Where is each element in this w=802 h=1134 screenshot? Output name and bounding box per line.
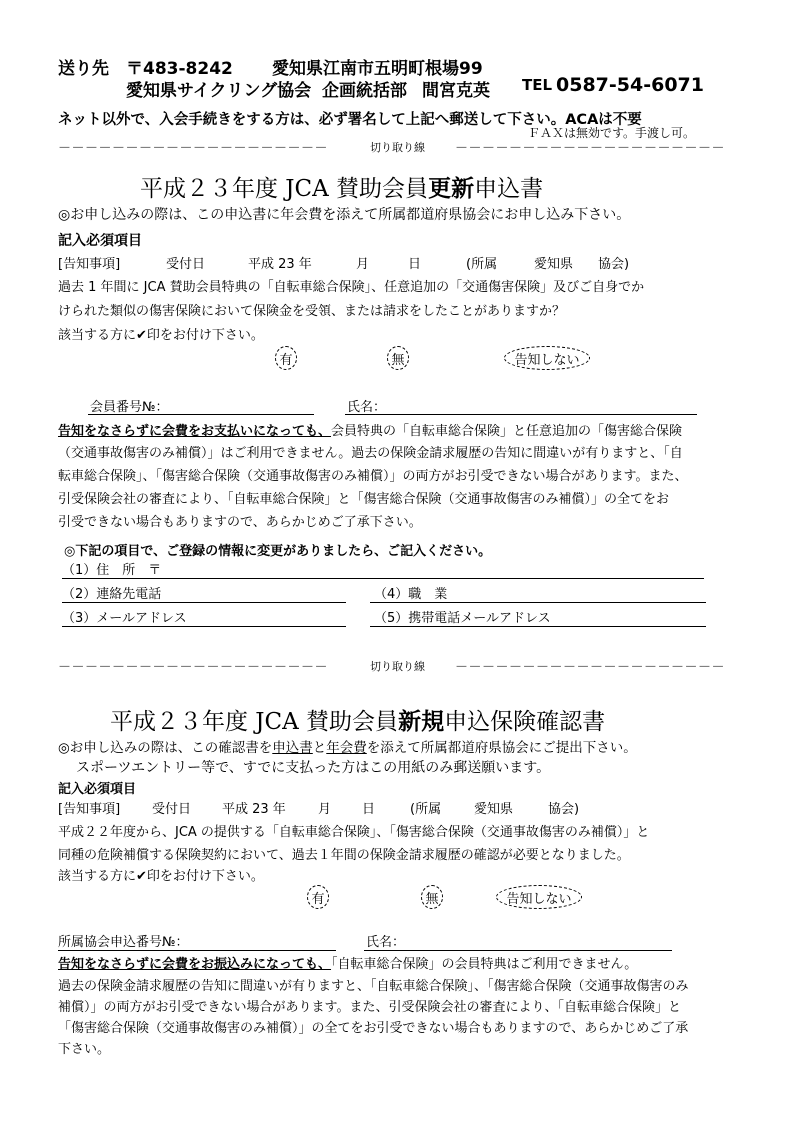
field-phone-input[interactable] bbox=[62, 602, 346, 603]
tel-label: TEL bbox=[522, 76, 553, 94]
renewal-affil-close: 協会) bbox=[598, 257, 630, 272]
new-affil-close: 協会) bbox=[548, 802, 580, 817]
new-title: 平成２３年度 JCA 賛助会員新規申込保険確認書 bbox=[110, 709, 606, 735]
renewal-era: 平成 23 年 bbox=[248, 257, 312, 272]
new-body-line-2: 同種の危険補償する保険契約において、過去１年間の保険金請求履歴の確認が必要となりました。 bbox=[58, 848, 630, 863]
cut-line-2-label: 切り取り線 bbox=[370, 660, 425, 673]
new-warning-line-3: 補償）」の両方がお引受できない場合があります。また、引受保険会社の審査により、「自転車総合保険」と bbox=[58, 1000, 681, 1015]
renewal-required-label: 記入必須項目 bbox=[58, 233, 142, 249]
new-affil-open: (所属 bbox=[410, 802, 442, 817]
renewal-name-field[interactable] bbox=[345, 414, 697, 415]
renewal-affil-open: (所属 bbox=[466, 257, 498, 272]
new-warning-line-4: 「傷害総合保険（交通事故傷害のみ補償）」の全てをお引受できない場合もありますので、あらかじめご了承 bbox=[58, 1021, 689, 1036]
new-name-label: 氏名： bbox=[366, 935, 406, 950]
new-assoc-number-field[interactable] bbox=[58, 950, 336, 951]
renewal-title: 平成２３年度 JCA 賛助会員更新申込書 bbox=[140, 176, 544, 202]
field-address-input[interactable] bbox=[62, 578, 704, 579]
cut-line-2-dashes-left: －－－－－－－－－－－－－－－－－－－－ bbox=[58, 660, 329, 675]
renewal-option-yes[interactable]: 有 bbox=[275, 346, 297, 370]
tel-number: 0587-54-6071 bbox=[556, 74, 704, 96]
new-instruction-line-1: ◎お申し込みの際は、この確認書を申込書と年会費を添えて所属都道府県協会にご提出下さい。 bbox=[58, 740, 637, 756]
renewal-instruction: ◎お申し込みの際は、この申込書に年会費を添えて所属都道府県協会にお申し込み下さい。 bbox=[58, 207, 631, 223]
renewal-warning-line-3: 転車総合保険」、「傷害総合保険（交通事故傷害のみ補償）」の両方がお引受できない場合があります。また、 bbox=[58, 469, 688, 484]
new-instruction-line-2: スポーツエントリー等で、すでに支払った方はこの用紙のみ郵送願います。 bbox=[76, 760, 551, 776]
renewal-member-number-label: 会員番号№： bbox=[90, 400, 169, 415]
new-pref: 愛知県 bbox=[474, 802, 514, 817]
new-era: 平成 23 年 bbox=[222, 802, 286, 817]
renewal-warning-line-2: （交通事故傷害のみ補償）」はご利用できません。過去の保険金請求履歴の告知に間違いが有りますと、「自 bbox=[58, 446, 683, 461]
new-notice-item: [告知事項] bbox=[58, 802, 121, 817]
new-check-instruction: 該当する方に✔印をお付け下さい。 bbox=[58, 869, 264, 884]
send-to-label: 送り先 bbox=[58, 59, 109, 79]
renewal-member-number-field[interactable] bbox=[88, 414, 314, 415]
renewal-check-instruction: 該当する方に✔印をお付け下さい。 bbox=[58, 328, 264, 343]
organization-name: 愛知県サイクリング協会 bbox=[126, 81, 312, 101]
new-name-field[interactable] bbox=[364, 950, 672, 951]
renewal-notice-item: [告知事項] bbox=[58, 257, 121, 272]
new-option-no[interactable]: 無 bbox=[421, 885, 443, 909]
renewal-warning-line-1: 告知をなさらずに会費をお支払いになっても、会員特典の「自転車総合保険」と任意追加の「傷害総合保険 bbox=[58, 424, 683, 439]
field-mobile-email-input[interactable] bbox=[370, 626, 706, 627]
mail-notice: ネット以外で、入会手続きをする方は、必ず署名して上記へ郵送して下さい。ACAは不要 bbox=[58, 112, 642, 128]
department: 企画統括部 bbox=[322, 81, 407, 101]
field-job-input[interactable] bbox=[370, 602, 706, 603]
renewal-question-line-2: けられた類似の傷害保険において保険金を受領、または請求をしたことがありますか？ bbox=[58, 304, 566, 319]
cut-line-2-dashes-right: －－－－－－－－－－－－－－－－－－－－ bbox=[455, 660, 726, 675]
new-warning-line-2: 過去の保険金請求履歴の告知に間違いが有りますと、「自転車総合保険」、「傷害総合保険（交通事故傷害のみ bbox=[58, 979, 689, 994]
renewal-change-notice: ◎下記の項目で、ご登録の情報に変更がありましたら、ご記入ください。 bbox=[64, 544, 492, 559]
renewal-month: 月 bbox=[356, 257, 370, 272]
new-day: 日 bbox=[362, 802, 376, 817]
renewal-pref: 愛知県 bbox=[534, 257, 574, 272]
renewal-option-no-disclosure[interactable]: 告知しない bbox=[504, 346, 590, 370]
fax-note: ＦＡＸは無効です。手渡し可。 bbox=[528, 126, 696, 140]
field-job-label: （4）職 業 bbox=[374, 587, 448, 602]
field-email-label: （3）メールアドレス bbox=[62, 611, 187, 626]
new-required-label: 記入必須項目 bbox=[58, 782, 137, 797]
contact-person: 間宮克英 bbox=[422, 81, 490, 101]
new-assoc-number-label: 所属協会申込番号№： bbox=[58, 935, 189, 950]
new-received: 受付日 bbox=[152, 802, 192, 817]
cut-line-dashes-left: －－－－－－－－－－－－－－－－－－－－ bbox=[58, 141, 329, 156]
new-warning-line-5: 下さい。 bbox=[58, 1042, 111, 1057]
cut-line-dashes-right: －－－－－－－－－－－－－－－－－－－－ bbox=[455, 141, 726, 156]
new-option-no-disclosure[interactable]: 告知しない bbox=[496, 885, 582, 909]
renewal-day: 日 bbox=[408, 257, 422, 272]
field-email-input[interactable] bbox=[62, 626, 346, 627]
postal-code: 〒483-8242 bbox=[126, 59, 233, 79]
new-warning-line-1: 告知をなさらずに会費をお振込みになっても、「自転車総合保険」の会員特典はご利用できません。 bbox=[58, 957, 638, 972]
renewal-option-no[interactable]: 無 bbox=[387, 346, 409, 370]
renewal-question-line-1: 過去 1 年間に JCA 賛助会員特典の「自転車総合保険」、任意追加の「交通傷害保険」及びご自身でか bbox=[58, 280, 645, 295]
field-mobile-email-label: （5）携帯電話メールアドレス bbox=[374, 611, 551, 626]
renewal-received: 受付日 bbox=[166, 257, 206, 272]
field-phone-label: （2）連絡先電話 bbox=[62, 587, 162, 602]
cut-line-label: 切り取り線 bbox=[370, 141, 425, 154]
renewal-name-label: 氏名： bbox=[347, 400, 387, 415]
renewal-warning-line-4: 引受保険会社の審査により、「自転車総合保険」と「傷害総合保険（交通事故傷害のみ補償）」の全てをお bbox=[58, 492, 670, 507]
renewal-warning-line-5: 引受できない場合もありますので、あらかじめご了承下さい。 bbox=[58, 515, 422, 530]
new-body-line-1: 平成２２年度から、JCA の提供する「自転車総合保険」、「傷害総合保険（交通事故傷害のみ補償）」と bbox=[58, 825, 650, 840]
new-month: 月 bbox=[318, 802, 332, 817]
address: 愛知県江南市五明町根場99 bbox=[272, 59, 483, 79]
field-address-label: （1）住 所 〒 bbox=[62, 563, 162, 578]
new-option-yes[interactable]: 有 bbox=[307, 885, 329, 909]
